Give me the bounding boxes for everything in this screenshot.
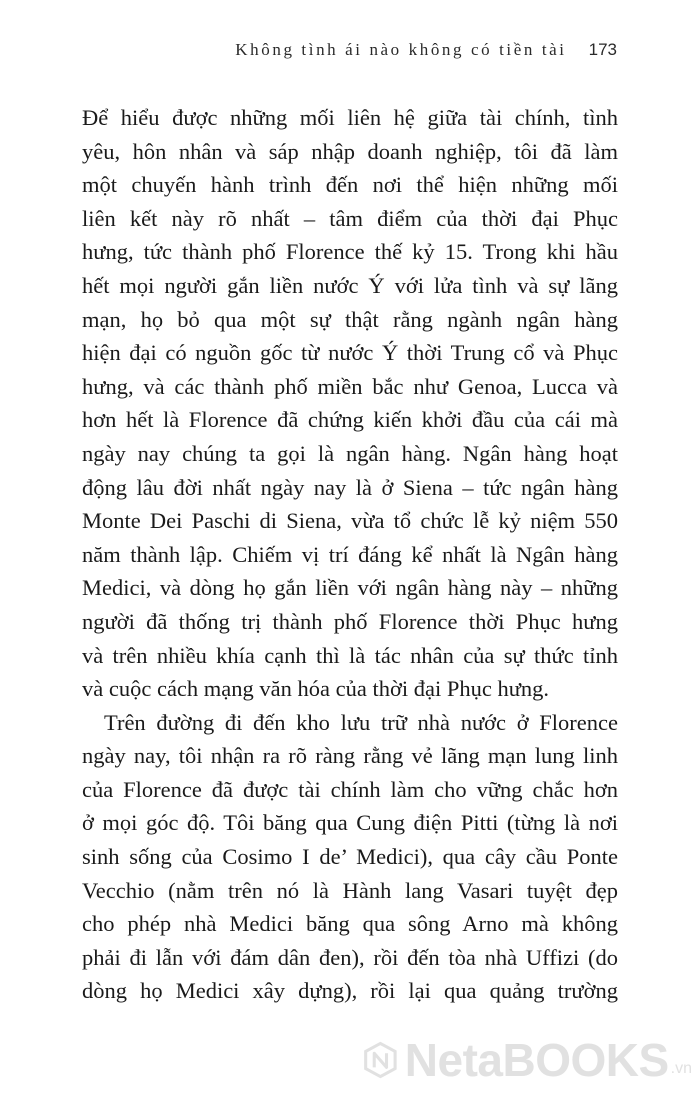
body-text: [82, 101, 618, 1008]
text-line: Trên đường đi đến kho lưu trữ nhà nước ở Florence: [104, 709, 618, 735]
text-line: sinh sống của Cosimo I de’ Medici), qua cây cầu Ponte: [82, 844, 618, 870]
text-line: ngày nay chúng ta gọi là ngân hàng. Ngân hàng hoạt: [82, 440, 618, 466]
text-line: hưng, tức thành phố Florence thế kỷ 15. Trong khi hầu: [82, 239, 618, 265]
text-line: người đã thống trị thành phố Florence thời Phục hưng: [82, 608, 618, 634]
text-line: Medici, và dòng họ gắn liền với ngân hàng này – những: [82, 575, 618, 601]
text-line: hưng, và các thành phố miền bắc như Genoa, Lucca và: [82, 373, 618, 399]
netabooks-logo-icon: [362, 1030, 399, 1090]
text-line: ở mọi góc độ. Tôi băng qua Cung điện Pitti (từng là nơi: [82, 810, 618, 836]
text-line: của Florence đã được tài chính làm cho vững chắc hơn: [82, 776, 618, 802]
text-line: Để hiểu được những mối liên hệ giữa tài chính, tình: [82, 105, 618, 130]
running-title: Không tình ái nào không có tiền tài: [235, 40, 567, 59]
text-line: dòng họ Medici xây dựng), rồi lại qua quảng trường: [82, 978, 618, 1004]
text-line: ngày nay, tôi nhận ra rõ ràng rằng vẻ lãng mạn lung linh: [82, 743, 618, 769]
watermark: [362, 1020, 692, 1100]
text-line: liên kết này rõ nhất – tâm điểm của thời đại Phục: [82, 205, 618, 231]
text-line: và cuộc cách mạng văn hóa của thời đại Phục hưng.: [82, 676, 550, 702]
running-head: [0, 40, 617, 60]
text-line: phải đi lẫn với đám dân đen), rồi đến tòa nhà Uffizi (do: [82, 944, 618, 970]
text-line: động lâu đời nhất ngày nay là ở Siena – tức ngân hàng: [82, 474, 618, 500]
text-line: hiện đại có nguồn gốc từ nước Ý thời Trung cổ và Phục: [82, 340, 618, 366]
text-line: Vecchio (nằm trên nó là Hành lang Vasari tuyệt đẹp: [82, 877, 618, 903]
watermark-brand: NetaBOOKS: [404, 1034, 669, 1086]
text-line: cho phép nhà Medici băng qua sông Arno mà không: [82, 911, 618, 937]
paragraph: [82, 706, 618, 1008]
text-line: năm thành lập. Chiếm vị trí đáng kể nhất là Ngân hàng: [82, 541, 618, 567]
text-line: một chuyến hành trình đến nơi thể hiện những mối: [82, 172, 618, 198]
page-number: 173: [588, 40, 617, 59]
text-line: yêu, hôn nhân và sáp nhập doanh nghiệp, tôi đã làm: [82, 138, 618, 164]
watermark-suffix: .vn: [670, 1060, 692, 1077]
text-line: hết mọi người gắn liền nước Ý với lửa tình và sự lãng: [82, 272, 618, 298]
paragraph: [82, 101, 618, 706]
text-line: hơn hết là Florence đã chứng kiến khởi đầu của cái mà: [82, 407, 618, 433]
text-line: Monte Dei Paschi di Siena, vừa tổ chức lễ kỷ niệm 550: [82, 508, 618, 534]
text-line: mạn, họ bỏ qua một sự thật rằng ngành ngân hàng: [82, 306, 618, 332]
text-line: và trên nhiều khía cạnh thì là tác nhân của sự thức tỉnh: [82, 642, 618, 668]
